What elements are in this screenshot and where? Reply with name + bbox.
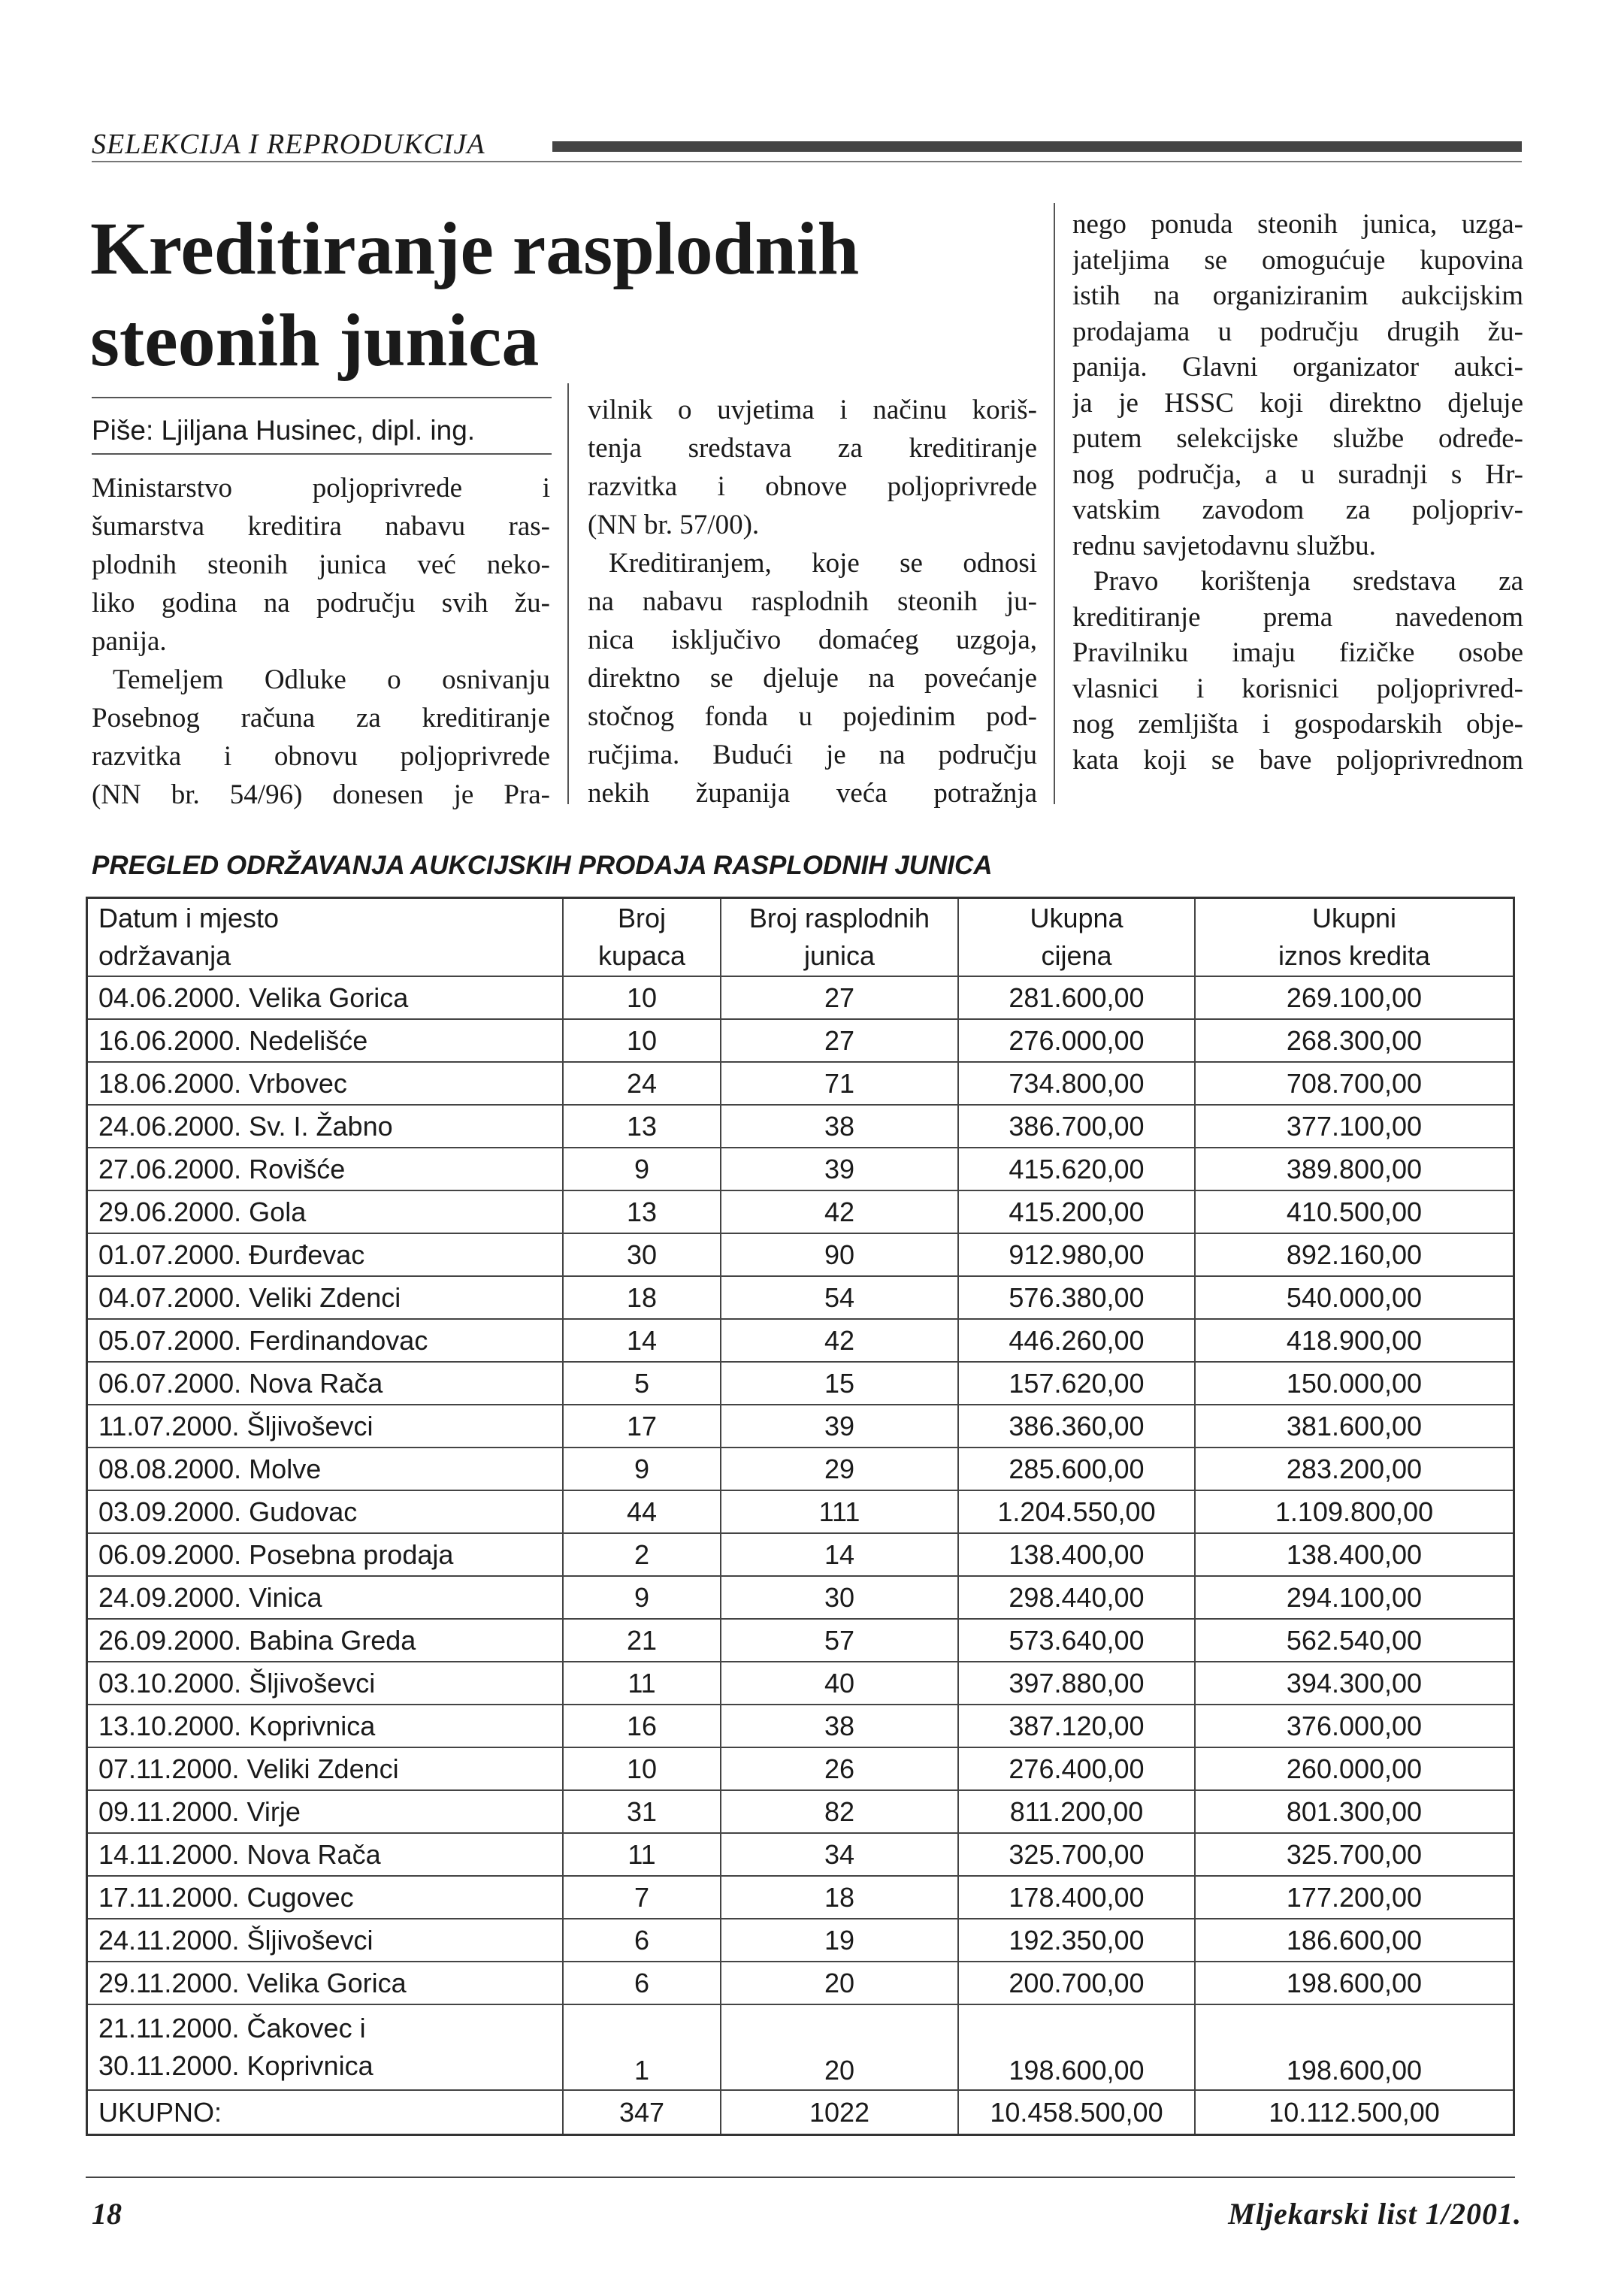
cell-total-credit: 325.700,00: [1286, 1838, 1423, 1870]
author-rule-top: [92, 397, 552, 398]
cell-date-place: 18.06.2000. Vrbovec: [88, 1063, 564, 1104]
table-row: [88, 1191, 1513, 1234]
text-line: šumarstva kreditira nabavu ras-: [92, 511, 550, 542]
cell-heifers: 39: [721, 1148, 959, 1190]
cell-total-credit: 394.300,00: [1286, 1667, 1423, 1699]
cell-total-price: 811.200,00: [959, 1791, 1196, 1832]
cell-heifers: 20: [721, 1962, 959, 2004]
cell-total-price: 573.640,00: [959, 1620, 1196, 1661]
table-title: PREGLED ODRŽAVANJA AUKCIJSKIH PRODAJA RASPLODNIH JUNICA: [92, 851, 993, 880]
text-line: kata koji se bave poljoprivrednom: [1072, 744, 1523, 776]
cell-buyers: 21: [564, 1620, 721, 1661]
cell-total-price: 386.360,00: [959, 1405, 1196, 1447]
cell-total-credit: 1.109.800,00: [1275, 1496, 1434, 1527]
column-header: [1196, 899, 1513, 976]
header-text: iznos kredita: [1278, 940, 1431, 971]
cell-buyers: 9: [564, 1448, 721, 1490]
cell-total-credit: 177.200,00: [1286, 1881, 1423, 1913]
text-line: nog područja, a u suradnji s Hr-: [1072, 458, 1523, 490]
cell-buyers: 24: [564, 1063, 721, 1104]
cell-buyers: 9: [564, 1148, 721, 1190]
text-line: Temeljem Odluke o osnivanju: [113, 664, 550, 695]
cell-total-credit: 540.000,00: [1286, 1281, 1423, 1313]
footer-rule: [86, 2177, 1515, 2178]
table-row: [88, 1020, 1513, 1063]
column-header: [721, 899, 959, 976]
header-text: Datum i mjesto: [98, 903, 280, 933]
table-row: [88, 1148, 1513, 1191]
title-line: Kreditiranje rasplodnih: [90, 207, 860, 290]
cell-total-credit: 376.000,00: [1286, 1710, 1423, 1741]
section-header: SELEKCIJA I REPRODUKCIJA: [92, 129, 485, 160]
cell-heifers: 27: [721, 977, 959, 1018]
text-line: jateljima se omogućuje kupovina: [1072, 244, 1523, 276]
cell-date-place: 16.06.2000. Nedelišće: [88, 1020, 564, 1061]
text-line: panija.: [92, 626, 167, 657]
text-line: panija. Glavni organizator aukci-: [1072, 352, 1523, 383]
cell-total-credit: 269.100,00: [1286, 982, 1423, 1013]
cell-total-price: 298.440,00: [959, 1577, 1196, 1618]
cell-total-price: 446.260,00: [959, 1320, 1196, 1361]
cell-buyers: 18: [564, 1277, 721, 1318]
cell-date-place: 08.08.2000. Molve: [88, 1448, 564, 1490]
cell-buyers: 9: [564, 1577, 721, 1618]
header-text: održavanja: [98, 940, 231, 971]
cell-total-credit: 410.500,00: [1286, 1196, 1423, 1227]
author-byline: Piše: Ljiljana Husinec, dipl. ing.: [92, 415, 476, 446]
text-line: kreditiranje prema navedenom: [1072, 601, 1523, 633]
text-line: (NN br. 57/00).: [588, 510, 760, 540]
cell-heifers: 54: [721, 1277, 959, 1318]
cell-total-price: 178.400,00: [959, 1877, 1196, 1918]
cell-date-place: 04.06.2000. Velika Gorica: [88, 977, 564, 1018]
column-header: [564, 899, 721, 976]
cell-date-place: 04.07.2000. Veliki Zdenci: [88, 1277, 564, 1318]
page-number: 18: [92, 2197, 122, 2231]
cell-heifers: 111: [721, 1491, 959, 1532]
cell-heifers: 34: [721, 1834, 959, 1875]
cell-total-price: 138.400,00: [959, 1534, 1196, 1575]
table-row: [88, 1919, 1513, 1962]
cell-buyers: 17: [564, 1405, 721, 1447]
cell-buyers: 10: [564, 977, 721, 1018]
cell-buyers: 6: [564, 1962, 721, 2004]
cell-buyers: 13: [564, 1191, 721, 1233]
cell-buyers: 10: [564, 1020, 721, 1061]
cell-heifers: 71: [721, 1063, 959, 1104]
cell-date-place: [88, 2005, 564, 2089]
column-divider: [567, 383, 569, 804]
table-row: [88, 1577, 1513, 1620]
journal-name: Mljekarski list 1/2001.: [1228, 2197, 1522, 2231]
cell-date-place: 24.06.2000. Sv. I. Žabno: [88, 1106, 564, 1147]
header-text: junica: [803, 940, 876, 971]
table-row: [88, 1363, 1513, 1405]
text-line: (NN br. 54/96) donesen je Pra-: [92, 779, 550, 810]
header-text: cijena: [1041, 940, 1112, 971]
table-row: [88, 2005, 1513, 2091]
text-line: razvitka i obnove poljoprivrede: [588, 471, 1037, 502]
text-line: plodnih steonih junica već neko-: [92, 549, 550, 580]
cell-heifers: 42: [721, 1320, 959, 1361]
cell-total-credit: 186.600,00: [1286, 1924, 1423, 1956]
cell-date-place: 06.09.2000. Posebna prodaja: [88, 1534, 564, 1575]
table-row: [88, 1106, 1513, 1148]
cell-buyers: 30: [564, 1234, 721, 1275]
table-row: [88, 1320, 1513, 1363]
table-row: [88, 1234, 1513, 1277]
cell-buyers: 347: [564, 2091, 721, 2134]
text-line: prodajama u području drugih žu-: [1072, 316, 1523, 347]
table-row: [88, 1620, 1513, 1662]
article-column-3: [1072, 207, 1523, 778]
cell-date-place: 24.11.2000. Šljivoševci: [88, 1919, 564, 1961]
text-line: nog zemljišta i gospodarskih obje-: [1072, 709, 1523, 740]
cell-total-credit: 389.800,00: [1286, 1153, 1423, 1184]
author-rule-bottom: [92, 453, 552, 455]
cell-heifers: 14: [721, 1534, 959, 1575]
cell-heifers: 57: [721, 1620, 959, 1661]
text-line: putem selekcijske službe određe-: [1072, 423, 1523, 454]
cell-total-price: 415.620,00: [959, 1148, 1196, 1190]
table-row: [88, 1705, 1513, 1748]
cell-heifers: 38: [721, 1705, 959, 1747]
cell-total-price: 325.700,00: [959, 1834, 1196, 1875]
article-column-1: [92, 469, 550, 814]
header-text: kupaca: [597, 940, 686, 971]
cell-heifers: 29: [721, 1448, 959, 1490]
cell-date-place: 26.09.2000. Babina Greda: [88, 1620, 564, 1661]
cell-total-credit: 10.112.500,00: [1269, 2096, 1440, 2128]
cell-total-price: 1.204.550,00: [959, 1491, 1196, 1532]
auction-table: [86, 897, 1515, 2136]
table-row: [88, 1405, 1513, 1448]
cell-total-credit: 801.300,00: [1286, 1795, 1423, 1827]
text-line: direktno se djeluje na povećanje: [588, 663, 1037, 694]
cell-total-price: 10.458.500,00: [959, 2091, 1196, 2134]
text-line: Pravo korištenja sredstava za: [1093, 566, 1523, 597]
table-row: [88, 1834, 1513, 1877]
text-line: rednu savjetodavnu službu.: [1072, 530, 1376, 561]
text-line: stočnog fonda u pojedinim pod-: [588, 701, 1037, 732]
cell-buyers: 6: [564, 1919, 721, 1961]
table-total-row: [88, 2091, 1513, 2134]
cell-heifers: 38: [721, 1106, 959, 1147]
cell-text-line: 30.11.2000. Koprivnica: [98, 2050, 373, 2081]
cell-heifers: 82: [721, 1791, 959, 1832]
cell-total-credit: 138.400,00: [1286, 1538, 1423, 1570]
cell-total-price: 285.600,00: [959, 1448, 1196, 1490]
text-line: nekih županija veća potražnja: [588, 778, 1037, 809]
cell-buyers: 10: [564, 1748, 721, 1789]
cell-buyers: 14: [564, 1320, 721, 1361]
cell-buyers: 31: [564, 1791, 721, 1832]
table-row: [88, 1877, 1513, 1919]
text-line: ručjima. Budući je na području: [588, 740, 1037, 770]
cell-buyers: 11: [564, 1834, 721, 1875]
text-line: tenja sredstava za kreditiranje: [588, 433, 1037, 464]
cell-date-place: 17.11.2000. Cugovec: [88, 1877, 564, 1918]
text-line: vatskim zavodom za poljopriv-: [1072, 495, 1523, 525]
cell-heifers: 18: [721, 1877, 959, 1918]
cell-total-credit: 150.000,00: [1286, 1367, 1423, 1399]
cell-total-price: 276.000,00: [959, 1020, 1196, 1061]
article-column-2: [588, 391, 1037, 812]
cell-date-place: 24.09.2000. Vinica: [88, 1577, 564, 1618]
cell-heifers: 39: [721, 1405, 959, 1447]
table-row: [88, 1063, 1513, 1106]
cell-date-place: 06.07.2000. Nova Rača: [88, 1363, 564, 1404]
table-row: [88, 1277, 1513, 1320]
title-line: steonih junica: [90, 298, 540, 382]
header-text: Ukupni: [1311, 903, 1397, 933]
cell-total-price: 192.350,00: [959, 1919, 1196, 1961]
cell-total-credit: 892.160,00: [1286, 1239, 1423, 1270]
text-line: istih na organiziranim aukcijskim: [1072, 280, 1523, 311]
cell-total-price: 276.400,00: [959, 1748, 1196, 1789]
cell-total-credit: 283.200,00: [1286, 1453, 1423, 1484]
cell-date-place: 11.07.2000. Šljivoševci: [88, 1405, 564, 1447]
cell-date-place: 01.07.2000. Đurđevac: [88, 1234, 564, 1275]
cell-total-credit: 562.540,00: [1286, 1624, 1423, 1656]
cell-buyers: 16: [564, 1705, 721, 1747]
text-line: razvitka i obnovu poljoprivrede: [92, 741, 550, 772]
cell-buyers: 7: [564, 1877, 721, 1918]
cell-total-credit: 198.600,00: [1286, 1967, 1423, 1998]
cell-heifers: 19: [721, 1919, 959, 1961]
table-row: [88, 977, 1513, 1020]
cell-date-place: 14.11.2000. Nova Rača: [88, 1834, 564, 1875]
column-header: [88, 899, 564, 976]
cell-total-credit: 260.000,00: [1286, 1753, 1423, 1784]
text-line: Ministarstvo poljoprivrede i: [92, 473, 550, 504]
cell-total-credit: 377.100,00: [1286, 1110, 1423, 1142]
cell-text-line: 21.11.2000. Čakovec i: [98, 2013, 366, 2043]
section-header-bar: [552, 141, 1522, 152]
cell-buyers: 5: [564, 1363, 721, 1404]
table-row: [88, 1962, 1513, 2005]
cell-total-price: 200.700,00: [959, 1962, 1196, 2004]
cell-date-place: UKUPNO:: [88, 2091, 564, 2134]
table-row: [88, 1748, 1513, 1791]
cell-total-credit: 381.600,00: [1286, 1410, 1423, 1441]
text-line: Posebnog računa za kreditiranje: [92, 703, 550, 734]
column-header: [959, 899, 1196, 976]
cell-heifers: 90: [721, 1234, 959, 1275]
cell-total-credit: 708.700,00: [1286, 1067, 1423, 1099]
header-text: Broj rasplodnih: [748, 903, 930, 933]
text-line: nego ponuda steonih junica, uzga-: [1072, 209, 1523, 240]
cell-date-place: 03.09.2000. Gudovac: [88, 1491, 564, 1532]
cell-total-price: 397.880,00: [959, 1662, 1196, 1704]
table-row: [88, 1491, 1513, 1534]
article-title: [90, 203, 859, 386]
cell-buyers: 1: [564, 2005, 721, 2089]
cell-heifers: 1022: [721, 2091, 959, 2134]
header-text: Broj: [617, 903, 667, 933]
table-header-row: [88, 899, 1513, 977]
table-row: [88, 1662, 1513, 1705]
cell-total-price: 157.620,00: [959, 1363, 1196, 1404]
cell-heifers: 30: [721, 1577, 959, 1618]
header-rule: [92, 161, 1522, 162]
text-line: vlasnici i korisnici poljoprivred-: [1072, 673, 1523, 704]
cell-total-price: 281.600,00: [959, 977, 1196, 1018]
text-line: ja je HSSC koji direktno djeluje: [1072, 387, 1523, 419]
text-line: nica isključivo domaćeg uzgoja,: [588, 625, 1037, 655]
cell-buyers: 13: [564, 1106, 721, 1147]
cell-total-credit: 418.900,00: [1286, 1324, 1423, 1356]
cell-total-price: 734.800,00: [959, 1063, 1196, 1104]
cell-date-place: 09.11.2000. Virje: [88, 1791, 564, 1832]
cell-heifers: 42: [721, 1191, 959, 1233]
cell-date-place: 27.06.2000. Rovišće: [88, 1148, 564, 1190]
cell-buyers: 44: [564, 1491, 721, 1532]
text-line: vilnik o uvjetima i načinu koriš-: [588, 395, 1037, 425]
cell-heifers: 15: [721, 1363, 959, 1404]
column-divider: [1054, 203, 1055, 804]
text-line: Pravilniku imaju fizičke osobe: [1072, 637, 1523, 668]
table-row: [88, 1448, 1513, 1491]
text-line: liko godina na području svih žu-: [92, 588, 550, 619]
cell-total-credit: 198.600,00: [1286, 2055, 1423, 2086]
cell-date-place: 29.11.2000. Velika Gorica: [88, 1962, 564, 2004]
table-row: [88, 1534, 1513, 1577]
cell-date-place: 07.11.2000. Veliki Zdenci: [88, 1748, 564, 1789]
cell-heifers: 27: [721, 1020, 959, 1061]
cell-date-place: 05.07.2000. Ferdinandovac: [88, 1320, 564, 1361]
header-text: Ukupna: [1030, 903, 1123, 933]
cell-total-price: 415.200,00: [959, 1191, 1196, 1233]
cell-date-place: 13.10.2000. Koprivnica: [88, 1705, 564, 1747]
cell-total-price: 912.980,00: [959, 1234, 1196, 1275]
cell-total-price: 387.120,00: [959, 1705, 1196, 1747]
cell-buyers: 11: [564, 1662, 721, 1704]
text-line: na nabavu rasplodnih steonih ju-: [588, 586, 1037, 617]
cell-total-price: 576.380,00: [959, 1277, 1196, 1318]
cell-total-price: 198.600,00: [959, 2005, 1196, 2089]
cell-date-place: 29.06.2000. Gola: [88, 1191, 564, 1233]
cell-buyers: 2: [564, 1534, 721, 1575]
cell-heifers: 20: [721, 2005, 959, 2089]
cell-total-credit: 268.300,00: [1286, 1024, 1423, 1056]
cell-heifers: 40: [721, 1662, 959, 1704]
cell-total-price: 386.700,00: [959, 1106, 1196, 1147]
table-row: [88, 1791, 1513, 1834]
cell-heifers: 26: [721, 1748, 959, 1789]
text-line: Kreditiranjem, koje se odnosi: [609, 548, 1037, 579]
cell-date-place: 03.10.2000. Šljivoševci: [88, 1662, 564, 1704]
cell-total-credit: 294.100,00: [1286, 1581, 1423, 1613]
